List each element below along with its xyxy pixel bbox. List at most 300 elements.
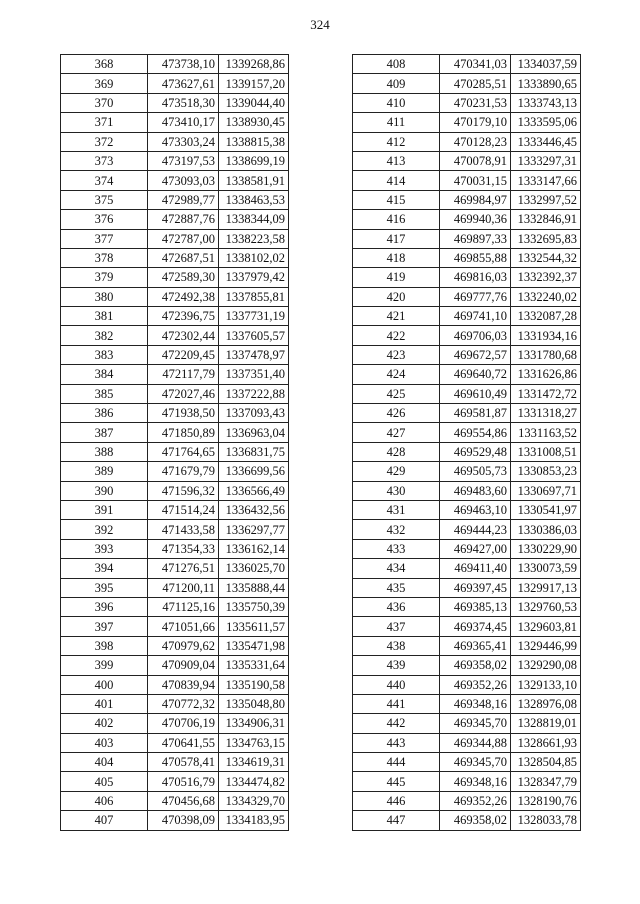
point-number-cell: 404: [61, 753, 148, 772]
x-coordinate-cell: 469352,26: [440, 675, 511, 694]
x-coordinate-cell: 470772,32: [148, 694, 219, 713]
x-coordinate-cell: 472589,30: [148, 268, 219, 287]
x-coordinate-cell: 470456,68: [148, 791, 219, 810]
x-coordinate-cell: 472687,51: [148, 248, 219, 267]
table-row: [61, 423, 289, 442]
point-number-cell: 414: [353, 171, 440, 190]
y-coordinate-cell: 1336699,56: [219, 462, 289, 481]
coordinates-table-left: [60, 54, 289, 831]
point-number-cell: 402: [61, 714, 148, 733]
table-row: [61, 442, 289, 461]
y-coordinate-cell: 1332695,83: [511, 229, 581, 248]
x-coordinate-cell: 472302,44: [148, 326, 219, 345]
point-number-cell: 374: [61, 171, 148, 190]
x-coordinate-cell: 469463,10: [440, 500, 511, 519]
y-coordinate-cell: 1330541,97: [511, 500, 581, 519]
table-row: [353, 268, 581, 287]
x-coordinate-cell: 472396,75: [148, 307, 219, 326]
point-number-cell: 376: [61, 210, 148, 229]
point-number-cell: 431: [353, 500, 440, 519]
x-coordinate-cell: 473518,30: [148, 93, 219, 112]
y-coordinate-cell: 1337351,40: [219, 365, 289, 384]
x-coordinate-cell: 472989,77: [148, 190, 219, 209]
x-coordinate-cell: 471276,51: [148, 559, 219, 578]
y-coordinate-cell: 1336025,70: [219, 559, 289, 578]
x-coordinate-cell: 470341,03: [440, 55, 511, 74]
table-row: [353, 675, 581, 694]
point-number-cell: 387: [61, 423, 148, 442]
point-number-cell: 415: [353, 190, 440, 209]
x-coordinate-cell: 470031,15: [440, 171, 511, 190]
point-number-cell: 381: [61, 307, 148, 326]
x-coordinate-cell: 473410,17: [148, 113, 219, 132]
y-coordinate-cell: 1334183,95: [219, 811, 289, 830]
y-coordinate-cell: 1328347,79: [511, 772, 581, 791]
y-coordinate-cell: 1333446,45: [511, 132, 581, 151]
table-row: [61, 171, 289, 190]
page-number: 324: [310, 17, 330, 32]
y-coordinate-cell: 1330853,23: [511, 462, 581, 481]
table-row: [353, 694, 581, 713]
table-row: [61, 753, 289, 772]
point-number-cell: 406: [61, 791, 148, 810]
table-row: [353, 345, 581, 364]
y-coordinate-cell: 1333297,31: [511, 151, 581, 170]
point-number-cell: 392: [61, 520, 148, 539]
table-row: [61, 151, 289, 170]
table-row: [61, 287, 289, 306]
y-coordinate-cell: 1331008,51: [511, 442, 581, 461]
x-coordinate-cell: 471051,66: [148, 617, 219, 636]
table-row: [353, 539, 581, 558]
table-row: [353, 423, 581, 442]
y-coordinate-cell: 1338581,91: [219, 171, 289, 190]
y-coordinate-cell: 1336297,77: [219, 520, 289, 539]
y-coordinate-cell: 1338463,53: [219, 190, 289, 209]
x-coordinate-cell: 472117,79: [148, 365, 219, 384]
y-coordinate-cell: 1336963,04: [219, 423, 289, 442]
table-row: [61, 617, 289, 636]
y-coordinate-cell: 1329133,10: [511, 675, 581, 694]
point-number-cell: 400: [61, 675, 148, 694]
point-number-cell: 383: [61, 345, 148, 364]
y-coordinate-cell: 1338930,45: [219, 113, 289, 132]
table-row: [353, 733, 581, 752]
point-number-cell: 437: [353, 617, 440, 636]
x-coordinate-cell: 469427,00: [440, 539, 511, 558]
table-row: [353, 190, 581, 209]
y-coordinate-cell: 1335331,64: [219, 656, 289, 675]
y-coordinate-cell: 1334619,31: [219, 753, 289, 772]
point-number-cell: 377: [61, 229, 148, 248]
x-coordinate-cell: 469897,33: [440, 229, 511, 248]
x-coordinate-cell: 469940,36: [440, 210, 511, 229]
point-number-cell: 443: [353, 733, 440, 752]
point-number-cell: 427: [353, 423, 440, 442]
y-coordinate-cell: 1328504,85: [511, 753, 581, 772]
x-coordinate-cell: 473303,24: [148, 132, 219, 151]
y-coordinate-cell: 1329760,53: [511, 597, 581, 616]
table-row: [61, 578, 289, 597]
y-coordinate-cell: 1334329,70: [219, 791, 289, 810]
table-row: [61, 55, 289, 74]
y-coordinate-cell: 1329446,99: [511, 636, 581, 655]
table-row: [353, 811, 581, 830]
table-row: [353, 384, 581, 403]
table-row: [61, 268, 289, 287]
y-coordinate-cell: 1330697,71: [511, 481, 581, 500]
table-row: [353, 500, 581, 519]
table-row: [61, 481, 289, 500]
x-coordinate-cell: 471764,65: [148, 442, 219, 461]
point-number-cell: 423: [353, 345, 440, 364]
x-coordinate-cell: 470179,10: [440, 113, 511, 132]
point-number-cell: 424: [353, 365, 440, 384]
table-row: [353, 578, 581, 597]
y-coordinate-cell: 1331934,16: [511, 326, 581, 345]
y-coordinate-cell: 1333147,66: [511, 171, 581, 190]
point-number-cell: 397: [61, 617, 148, 636]
point-number-cell: 447: [353, 811, 440, 830]
table-row: [353, 74, 581, 93]
y-coordinate-cell: 1335750,39: [219, 597, 289, 616]
table-row: [353, 481, 581, 500]
table-row: [61, 132, 289, 151]
x-coordinate-cell: 470578,41: [148, 753, 219, 772]
point-number-cell: 439: [353, 656, 440, 675]
y-coordinate-cell: 1328190,76: [511, 791, 581, 810]
table-row: [61, 404, 289, 423]
y-coordinate-cell: 1338223,58: [219, 229, 289, 248]
x-coordinate-cell: 471596,32: [148, 481, 219, 500]
table-row: [61, 559, 289, 578]
table-row: [353, 617, 581, 636]
point-number-cell: 429: [353, 462, 440, 481]
table-row: [61, 791, 289, 810]
y-coordinate-cell: 1331318,27: [511, 404, 581, 423]
point-number-cell: 445: [353, 772, 440, 791]
table-row: [353, 307, 581, 326]
point-number-cell: 412: [353, 132, 440, 151]
table-row: [61, 307, 289, 326]
x-coordinate-cell: 469374,45: [440, 617, 511, 636]
x-coordinate-cell: 469554,86: [440, 423, 511, 442]
y-coordinate-cell: 1331626,86: [511, 365, 581, 384]
point-number-cell: 391: [61, 500, 148, 519]
y-coordinate-cell: 1331472,72: [511, 384, 581, 403]
point-number-cell: 398: [61, 636, 148, 655]
y-coordinate-cell: 1332240,02: [511, 287, 581, 306]
y-coordinate-cell: 1331163,52: [511, 423, 581, 442]
table-row: [61, 636, 289, 655]
point-number-cell: 396: [61, 597, 148, 616]
point-number-cell: 438: [353, 636, 440, 655]
point-number-cell: 421: [353, 307, 440, 326]
table-row: [353, 442, 581, 461]
x-coordinate-cell: 472209,45: [148, 345, 219, 364]
point-number-cell: 410: [353, 93, 440, 112]
y-coordinate-cell: 1332846,91: [511, 210, 581, 229]
point-number-cell: 428: [353, 442, 440, 461]
y-coordinate-cell: 1328976,08: [511, 694, 581, 713]
point-number-cell: 379: [61, 268, 148, 287]
x-coordinate-cell: 470839,94: [148, 675, 219, 694]
point-number-cell: 434: [353, 559, 440, 578]
y-coordinate-cell: 1337731,19: [219, 307, 289, 326]
x-coordinate-cell: 469352,26: [440, 791, 511, 810]
table-row: [61, 597, 289, 616]
y-coordinate-cell: 1337605,57: [219, 326, 289, 345]
point-number-cell: 388: [61, 442, 148, 461]
x-coordinate-cell: 469505,73: [440, 462, 511, 481]
y-coordinate-cell: 1328661,93: [511, 733, 581, 752]
y-coordinate-cell: 1332392,37: [511, 268, 581, 287]
point-number-cell: 436: [353, 597, 440, 616]
y-coordinate-cell: 1335611,57: [219, 617, 289, 636]
y-coordinate-cell: 1335888,44: [219, 578, 289, 597]
point-number-cell: 444: [353, 753, 440, 772]
y-coordinate-cell: 1328819,01: [511, 714, 581, 733]
point-number-cell: 370: [61, 93, 148, 112]
point-number-cell: 441: [353, 694, 440, 713]
point-number-cell: 430: [353, 481, 440, 500]
x-coordinate-cell: 471938,50: [148, 404, 219, 423]
y-coordinate-cell: 1337855,81: [219, 287, 289, 306]
table-row: [61, 539, 289, 558]
y-coordinate-cell: 1334763,15: [219, 733, 289, 752]
x-coordinate-cell: 469348,16: [440, 694, 511, 713]
y-coordinate-cell: 1335048,80: [219, 694, 289, 713]
point-number-cell: 442: [353, 714, 440, 733]
y-coordinate-cell: 1337979,42: [219, 268, 289, 287]
point-number-cell: 411: [353, 113, 440, 132]
table-row: [353, 287, 581, 306]
point-number-cell: 394: [61, 559, 148, 578]
point-number-cell: 378: [61, 248, 148, 267]
x-coordinate-cell: 469344,88: [440, 733, 511, 752]
y-coordinate-cell: 1329603,81: [511, 617, 581, 636]
point-number-cell: 433: [353, 539, 440, 558]
x-coordinate-cell: 470641,55: [148, 733, 219, 752]
table-row: [353, 636, 581, 655]
y-coordinate-cell: 1338344,09: [219, 210, 289, 229]
y-coordinate-cell: 1328033,78: [511, 811, 581, 830]
table-row: [353, 210, 581, 229]
y-coordinate-cell: 1336566,49: [219, 481, 289, 500]
table-row: [353, 55, 581, 74]
point-number-cell: 385: [61, 384, 148, 403]
x-coordinate-cell: 469385,13: [440, 597, 511, 616]
x-coordinate-cell: 473738,10: [148, 55, 219, 74]
y-coordinate-cell: 1338815,38: [219, 132, 289, 151]
table-row: [353, 656, 581, 675]
table-row: [353, 597, 581, 616]
table-row: [353, 772, 581, 791]
x-coordinate-cell: 470231,53: [440, 93, 511, 112]
point-number-cell: 418: [353, 248, 440, 267]
x-coordinate-cell: 469741,10: [440, 307, 511, 326]
x-coordinate-cell: 473627,61: [148, 74, 219, 93]
point-number-cell: 408: [353, 55, 440, 74]
table-row: [353, 714, 581, 733]
point-number-cell: 380: [61, 287, 148, 306]
table-row: [353, 151, 581, 170]
table-row: [353, 113, 581, 132]
x-coordinate-cell: 469345,70: [440, 753, 511, 772]
y-coordinate-cell: 1339044,40: [219, 93, 289, 112]
x-coordinate-cell: 471433,58: [148, 520, 219, 539]
y-coordinate-cell: 1330386,03: [511, 520, 581, 539]
y-coordinate-cell: 1333743,13: [511, 93, 581, 112]
point-number-cell: 432: [353, 520, 440, 539]
x-coordinate-cell: 470909,04: [148, 656, 219, 675]
point-number-cell: 371: [61, 113, 148, 132]
y-coordinate-cell: 1336432,56: [219, 500, 289, 519]
point-number-cell: 375: [61, 190, 148, 209]
y-coordinate-cell: 1334906,31: [219, 714, 289, 733]
x-coordinate-cell: 469640,72: [440, 365, 511, 384]
x-coordinate-cell: 473197,53: [148, 151, 219, 170]
coordinates-table-right: [352, 54, 581, 831]
point-number-cell: 372: [61, 132, 148, 151]
x-coordinate-cell: 469777,76: [440, 287, 511, 306]
point-number-cell: 373: [61, 151, 148, 170]
x-coordinate-cell: 470516,79: [148, 772, 219, 791]
point-number-cell: 403: [61, 733, 148, 752]
y-coordinate-cell: 1333595,06: [511, 113, 581, 132]
x-coordinate-cell: 470398,09: [148, 811, 219, 830]
table-row: [61, 384, 289, 403]
point-number-cell: 413: [353, 151, 440, 170]
table-row: [61, 326, 289, 345]
table-row: [61, 462, 289, 481]
table-row: [353, 248, 581, 267]
table-row: [353, 171, 581, 190]
table-row: [353, 365, 581, 384]
table-row: [61, 229, 289, 248]
point-number-cell: 440: [353, 675, 440, 694]
x-coordinate-cell: 469397,45: [440, 578, 511, 597]
x-coordinate-cell: 469581,87: [440, 404, 511, 423]
y-coordinate-cell: 1337222,88: [219, 384, 289, 403]
point-number-cell: 401: [61, 694, 148, 713]
x-coordinate-cell: 469348,16: [440, 772, 511, 791]
table-row: [61, 248, 289, 267]
x-coordinate-cell: 469984,97: [440, 190, 511, 209]
table-row: [61, 675, 289, 694]
x-coordinate-cell: 469610,49: [440, 384, 511, 403]
table-row: [61, 694, 289, 713]
x-coordinate-cell: 473093,03: [148, 171, 219, 190]
y-coordinate-cell: 1330229,90: [511, 539, 581, 558]
y-coordinate-cell: 1339157,20: [219, 74, 289, 93]
table-row: [353, 326, 581, 345]
y-coordinate-cell: 1336162,14: [219, 539, 289, 558]
point-number-cell: 390: [61, 481, 148, 500]
table-row: [61, 365, 289, 384]
x-coordinate-cell: 469365,41: [440, 636, 511, 655]
point-number-cell: 407: [61, 811, 148, 830]
table-row: [353, 132, 581, 151]
table-row: [353, 791, 581, 810]
x-coordinate-cell: 469483,60: [440, 481, 511, 500]
table-row: [61, 93, 289, 112]
point-number-cell: 435: [353, 578, 440, 597]
y-coordinate-cell: 1330073,59: [511, 559, 581, 578]
table-row: [61, 656, 289, 675]
x-coordinate-cell: 469358,02: [440, 656, 511, 675]
x-coordinate-cell: 471200,11: [148, 578, 219, 597]
point-number-cell: 399: [61, 656, 148, 675]
y-coordinate-cell: 1329290,08: [511, 656, 581, 675]
point-number-cell: 395: [61, 578, 148, 597]
point-number-cell: 369: [61, 74, 148, 93]
y-coordinate-cell: 1329917,13: [511, 578, 581, 597]
x-coordinate-cell: 471125,16: [148, 597, 219, 616]
x-coordinate-cell: 471850,89: [148, 423, 219, 442]
x-coordinate-cell: 470979,62: [148, 636, 219, 655]
table-row: [353, 753, 581, 772]
y-coordinate-cell: 1331780,68: [511, 345, 581, 364]
x-coordinate-cell: 471514,24: [148, 500, 219, 519]
x-coordinate-cell: 469816,03: [440, 268, 511, 287]
x-coordinate-cell: 472787,00: [148, 229, 219, 248]
x-coordinate-cell: 472027,46: [148, 384, 219, 403]
point-number-cell: 393: [61, 539, 148, 558]
point-number-cell: 409: [353, 74, 440, 93]
x-coordinate-cell: 469358,02: [440, 811, 511, 830]
table-row: [353, 520, 581, 539]
point-number-cell: 386: [61, 404, 148, 423]
x-coordinate-cell: 469411,40: [440, 559, 511, 578]
table-row: [61, 811, 289, 830]
table-row: [61, 190, 289, 209]
point-number-cell: 389: [61, 462, 148, 481]
point-number-cell: 425: [353, 384, 440, 403]
x-coordinate-cell: 469444,23: [440, 520, 511, 539]
y-coordinate-cell: 1333890,65: [511, 74, 581, 93]
y-coordinate-cell: 1337478,97: [219, 345, 289, 364]
y-coordinate-cell: 1334037,59: [511, 55, 581, 74]
table-row: [61, 210, 289, 229]
x-coordinate-cell: 469855,88: [440, 248, 511, 267]
point-number-cell: 405: [61, 772, 148, 791]
y-coordinate-cell: 1335190,58: [219, 675, 289, 694]
x-coordinate-cell: 470078,91: [440, 151, 511, 170]
point-number-cell: 384: [61, 365, 148, 384]
y-coordinate-cell: 1334474,82: [219, 772, 289, 791]
y-coordinate-cell: 1332087,28: [511, 307, 581, 326]
x-coordinate-cell: 470285,51: [440, 74, 511, 93]
x-coordinate-cell: 472887,76: [148, 210, 219, 229]
x-coordinate-cell: 472492,38: [148, 287, 219, 306]
table-row: [353, 462, 581, 481]
point-number-cell: 419: [353, 268, 440, 287]
y-coordinate-cell: 1338102,02: [219, 248, 289, 267]
table-row: [353, 93, 581, 112]
y-coordinate-cell: 1337093,43: [219, 404, 289, 423]
x-coordinate-cell: 469706,03: [440, 326, 511, 345]
point-number-cell: 426: [353, 404, 440, 423]
x-coordinate-cell: 471354,33: [148, 539, 219, 558]
y-coordinate-cell: 1335471,98: [219, 636, 289, 655]
table-row: [61, 733, 289, 752]
table-row: [61, 772, 289, 791]
table-row: [353, 229, 581, 248]
table-row: [61, 520, 289, 539]
y-coordinate-cell: 1332544,32: [511, 248, 581, 267]
y-coordinate-cell: 1336831,75: [219, 442, 289, 461]
